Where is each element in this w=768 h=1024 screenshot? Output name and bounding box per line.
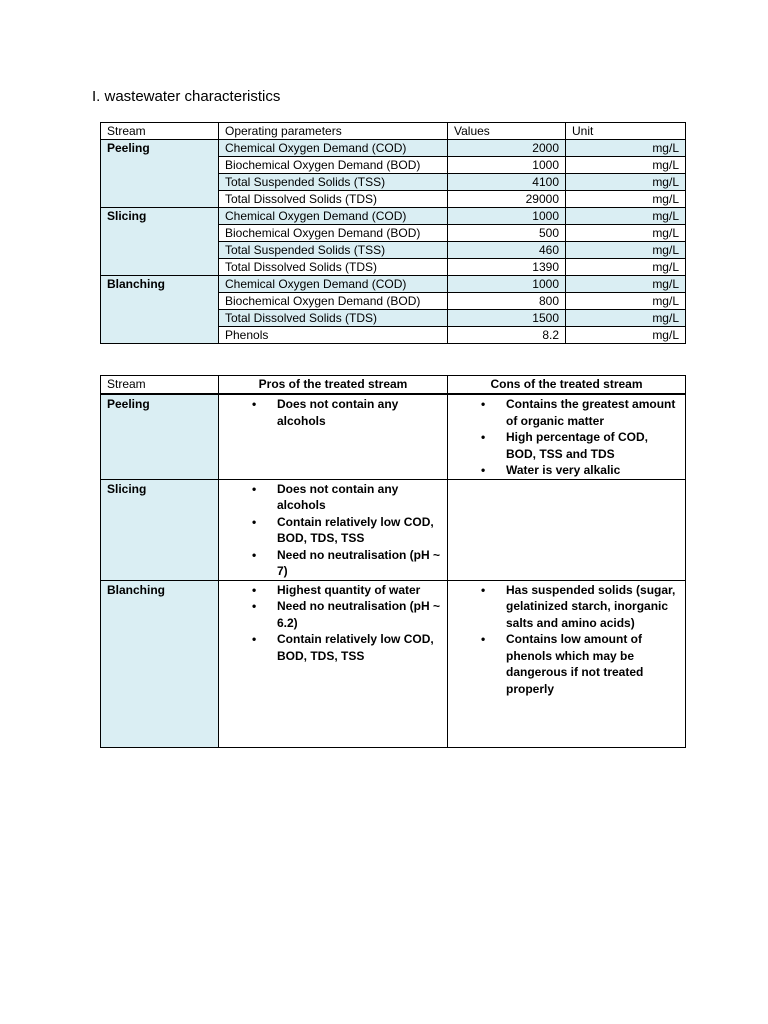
value-cell: 1390 xyxy=(448,259,566,276)
bullet-icon: • xyxy=(252,582,257,597)
table-row xyxy=(101,580,686,747)
bullet-icon: • xyxy=(252,632,257,646)
value-cell: 1000 xyxy=(448,208,566,225)
cons-cell xyxy=(448,479,686,580)
list-item xyxy=(252,481,441,514)
stream-name-cell: Slicing xyxy=(101,208,219,276)
parameter-cell: Chemical Oxygen Demand (COD) xyxy=(219,140,448,157)
value-cell: 2000 xyxy=(448,140,566,157)
cons-list xyxy=(454,582,679,698)
list-item-text: High percentage of COD, BOD, TSS and TDS xyxy=(506,430,649,461)
stream-name-cell: Peeling xyxy=(101,140,219,208)
col-header-values: Values xyxy=(448,123,566,140)
list-item-text: Has suspended solids (sugar, gelatinized starch, inorganic salts and amino acids) xyxy=(506,582,676,630)
list-item-text: Water is very alkalic xyxy=(506,463,621,477)
col-header-unit: Unit xyxy=(566,123,686,140)
parameter-cell: Chemical Oxygen Demand (COD) xyxy=(219,276,448,293)
cons-cell xyxy=(448,394,686,479)
value-cell: 500 xyxy=(448,225,566,242)
list-item-text: Contains low amount of phenols which may be dangerous if not treated properly xyxy=(506,632,644,696)
value-cell: 1500 xyxy=(448,310,566,327)
table-row xyxy=(101,140,686,157)
table-header-row xyxy=(101,123,686,140)
table-row xyxy=(101,208,686,225)
list-item xyxy=(481,462,679,479)
col-header-stream: Stream xyxy=(101,376,219,395)
value-cell: 460 xyxy=(448,242,566,259)
parameter-cell: Total Dissolved Solids (TDS) xyxy=(219,259,448,276)
list-item xyxy=(481,429,679,462)
parameter-cell: Biochemical Oxygen Demand (BOD) xyxy=(219,293,448,310)
unit-cell: mg/L xyxy=(566,208,686,225)
parameter-cell: Total Dissolved Solids (TDS) xyxy=(219,310,448,327)
list-item xyxy=(481,631,679,697)
list-item-text: Does not contain any alcohols xyxy=(277,481,399,512)
list-item-text: Contain relatively low COD, BOD, TDS, TSS xyxy=(277,632,434,663)
value-cell: 1000 xyxy=(448,276,566,293)
pros-cell xyxy=(219,479,448,580)
parameter-cell: Total Suspended Solids (TSS) xyxy=(219,242,448,259)
stream-name-cell: Blanching xyxy=(101,276,219,344)
unit-cell: mg/L xyxy=(566,157,686,174)
stream-name-cell: Slicing xyxy=(101,479,219,580)
list-item xyxy=(481,582,679,632)
list-item xyxy=(252,582,441,599)
bullet-icon: • xyxy=(481,582,486,597)
unit-cell: mg/L xyxy=(566,225,686,242)
col-header-pros: Pros of the treated stream xyxy=(219,376,448,395)
bullet-icon: • xyxy=(252,599,257,613)
bullet-icon: • xyxy=(481,430,486,444)
list-item xyxy=(252,598,441,631)
bullet-icon: • xyxy=(481,632,486,646)
col-header-parameters: Operating parameters xyxy=(219,123,448,140)
bullet-icon: • xyxy=(481,463,486,477)
parameter-cell: Total Dissolved Solids (TDS) xyxy=(219,191,448,208)
section-heading: I. wastewater characteristics xyxy=(92,88,281,105)
stream-name-cell: Peeling xyxy=(101,394,219,479)
parameter-cell: Chemical Oxygen Demand (COD) xyxy=(219,208,448,225)
pros-cell xyxy=(219,394,448,479)
bullet-icon: • xyxy=(252,397,257,411)
bullet-icon: • xyxy=(252,514,257,529)
pros-list xyxy=(225,396,441,429)
unit-cell: mg/L xyxy=(566,140,686,157)
unit-cell: mg/L xyxy=(566,174,686,191)
cons-list xyxy=(454,396,679,479)
bullet-icon: • xyxy=(252,481,257,496)
list-item-text: Contain relatively low COD, BOD, TDS, TSS xyxy=(277,514,434,545)
stream-name-cell: Blanching xyxy=(101,580,219,747)
table-row xyxy=(101,479,686,580)
value-cell: 8.2 xyxy=(448,327,566,344)
list-item xyxy=(481,396,679,429)
list-item-text: Need no neutralisation (pH ~ 6.2) xyxy=(277,599,441,630)
unit-cell: mg/L xyxy=(566,259,686,276)
list-item-text: Does not contain any alcohols xyxy=(277,397,399,428)
value-cell: 800 xyxy=(448,293,566,310)
list-item xyxy=(252,396,441,429)
col-header-cons: Cons of the treated stream xyxy=(448,376,686,395)
value-cell: 4100 xyxy=(448,174,566,191)
parameter-cell: Biochemical Oxygen Demand (BOD) xyxy=(219,157,448,174)
pros-list xyxy=(225,582,441,665)
parameter-cell: Biochemical Oxygen Demand (BOD) xyxy=(219,225,448,242)
bullet-icon: • xyxy=(252,547,257,562)
table-header-row xyxy=(101,376,686,395)
unit-cell: mg/L xyxy=(566,242,686,259)
list-item-text: Need no neutralisation (pH ~ 7) xyxy=(277,547,441,578)
unit-cell: mg/L xyxy=(566,327,686,344)
list-item xyxy=(252,631,441,664)
parameter-cell: Total Suspended Solids (TSS) xyxy=(219,174,448,191)
cons-cell xyxy=(448,580,686,747)
value-cell: 1000 xyxy=(448,157,566,174)
list-item-text: Highest quantity of water xyxy=(277,582,421,597)
parameter-cell: Phenols xyxy=(219,327,448,344)
value-cell: 29000 xyxy=(448,191,566,208)
pros-cons-table xyxy=(100,375,686,748)
list-item xyxy=(252,547,441,580)
unit-cell: mg/L xyxy=(566,293,686,310)
list-item xyxy=(252,514,441,547)
bullet-icon: • xyxy=(481,397,486,411)
pros-list xyxy=(225,481,441,580)
list-item-text: Contains the greatest amount of organic matter xyxy=(506,397,676,428)
unit-cell: mg/L xyxy=(566,310,686,327)
unit-cell: mg/L xyxy=(566,276,686,293)
wastewater-parameters-table xyxy=(100,122,686,344)
table-row xyxy=(101,276,686,293)
table-row xyxy=(101,394,686,479)
pros-cell xyxy=(219,580,448,747)
col-header-stream: Stream xyxy=(101,123,219,140)
unit-cell: mg/L xyxy=(566,191,686,208)
